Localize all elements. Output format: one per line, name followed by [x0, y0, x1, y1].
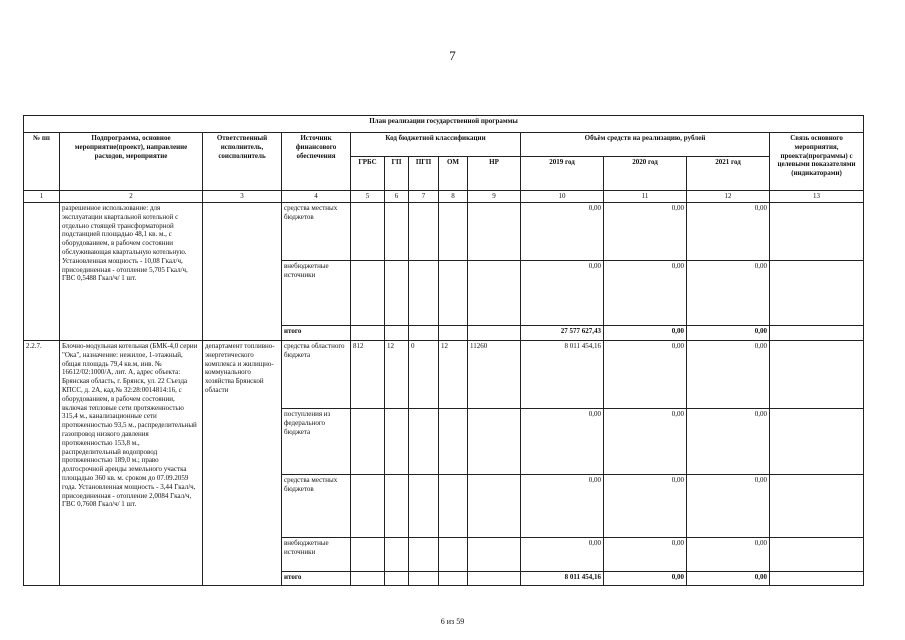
amount-2021: 0,00 — [687, 203, 770, 261]
col-number: 7 — [409, 191, 439, 203]
code-om: 12 — [439, 341, 468, 409]
program-plan-table — [23, 115, 864, 586]
page-number: 7 — [449, 48, 456, 63]
item-executor: департамент топливно-энергетического комплекса и жилищно-коммунального хозяйства Брянской области — [203, 341, 282, 586]
col-number: 12 — [687, 191, 770, 203]
header-no: № пп — [24, 133, 60, 191]
code-pgp: 0 — [409, 341, 439, 409]
item-number — [24, 203, 60, 341]
item-description: разрешенное использование: для эксплуатации квартальной котельной с отдельно стоящей трансформаторной подстанцией площадью 48,1 кв. м., с оборудованием, в рабочем состоянии обслуживающая квартальную котельную. Установленная мощность - 10,08 Гкал/ч, присоединенная - отопление 5,705 Гкал/ч, ГВС 0,5488 Гкал/ч/ 1 шт. — [60, 203, 203, 341]
header-link: Связь основного мероприятия, проекта(программы) с целевыми показателями (индикаторами) — [770, 133, 864, 191]
page-footer: 6 из 59 — [440, 617, 465, 626]
funding-source: средства местных бюджетов — [282, 203, 351, 261]
header-gp: ГП — [385, 157, 409, 191]
col-number: 10 — [521, 191, 604, 203]
amount-2020: 0,00 — [604, 572, 687, 586]
col-number: 6 — [385, 191, 409, 203]
code-np: 11260 — [468, 341, 521, 409]
amount-2019: 27 577 627,43 — [521, 326, 604, 341]
amount-2021: 0,00 — [687, 538, 770, 572]
funding-source: внебюджетные источники — [282, 538, 351, 572]
header-om: ОМ — [439, 157, 468, 191]
col-number: 5 — [351, 191, 385, 203]
item-description: Блочно-модульная котельная (БМК-4,0 серии "Ока", назначение: нежилое, 1-этажный, общая площадь 79,4 кв.м, инв. № 16612/02:1000/А, лит. А, адрес объекта: Брянская область, г. Брянск, ул. 22 Съезда КПСС, д. 2А, кад.№ 32:28:0014814:16, с оборудованием, в рабочем состоянии, включая тепловые сети протяженностью 315,4 м., канализационные сети протяженностью 93,5 м., распределительный газопровод низкого давления протяженностью 153,8 м., распределительный водопровод протяженностью 189,0 м.; право долгосрочной аренды земельного участка площадью 360 кв. м. сроком до 07.09.2059 года. Установленная мощность - 3,44 Гкал/ч, присоединенная - отопление 2,0084 Гкал/ч, ГВС 0,7608 Гкал/ч/ 1 шт. — [60, 341, 203, 586]
header-executor: Ответственный исполнитель, соисполнитель — [203, 133, 282, 191]
funding-source: средства областного бюджета — [282, 341, 351, 409]
code-grbs: 812 — [351, 341, 385, 409]
header-2020: 2020 год — [604, 157, 687, 191]
column-numbers-row — [24, 191, 864, 203]
header-np: НР — [468, 157, 521, 191]
col-number: 11 — [604, 191, 687, 203]
funding-source: поступления из федерального бюджета — [282, 409, 351, 475]
amount-2021: 0,00 — [687, 572, 770, 586]
amount-2021: 0,00 — [687, 341, 770, 409]
amount-2020: 0,00 — [604, 475, 687, 538]
amount-2021: 0,00 — [687, 409, 770, 475]
header-source: Источник финансового обеспечения — [282, 133, 351, 191]
amount-2020: 0,00 — [604, 326, 687, 341]
col-number: 9 — [468, 191, 521, 203]
col-number: 13 — [770, 191, 864, 203]
amount-2020: 0,00 — [604, 341, 687, 409]
col-number: 2 — [60, 191, 203, 203]
item-executor — [203, 203, 282, 341]
amount-2020: 0,00 — [604, 409, 687, 475]
amount-2021: 0,00 — [687, 475, 770, 538]
col-number: 3 — [203, 191, 282, 203]
amount-2019: 0,00 — [521, 475, 604, 538]
amount-2019: 0,00 — [521, 203, 604, 261]
amount-2019: 0,00 — [521, 538, 604, 572]
header-budget-code: Код бюджетной классификации — [351, 133, 521, 157]
funding-source: итого — [282, 326, 351, 341]
col-number: 4 — [282, 191, 351, 203]
table-title: План реализации государственной программы — [24, 116, 864, 133]
funding-source: итого — [282, 572, 351, 586]
amount-2019: 8 011 454,16 — [521, 572, 604, 586]
code-gp: 12 — [385, 341, 409, 409]
amount-2021: 0,00 — [687, 326, 770, 341]
header-2019: 2019 год — [521, 157, 604, 191]
table-row — [24, 341, 864, 409]
col-number: 8 — [439, 191, 468, 203]
header-grbs: ГРБС — [351, 157, 385, 191]
amount-2021: 0,00 — [687, 261, 770, 326]
header-2021: 2021 год — [687, 157, 770, 191]
amount-2020: 0,00 — [604, 203, 687, 261]
table-row — [24, 203, 864, 261]
amount-2020: 0,00 — [604, 261, 687, 326]
funding-source: средства местных бюджетов — [282, 475, 351, 538]
amount-2019: 8 011 454,16 — [521, 341, 604, 409]
funding-source: внебюджетные источники — [282, 261, 351, 326]
amount-2019: 0,00 — [521, 409, 604, 475]
item-number: 2.2.7. — [24, 341, 60, 586]
amount-2020: 0,00 — [604, 538, 687, 572]
header-program: Подпрограмма, основное мероприятие(проект), направление расходов, мероприятие — [60, 133, 203, 191]
header-volume: Объём средств на реализацию, рублей — [521, 133, 770, 157]
col-number: 1 — [24, 191, 60, 203]
header-pgp: ПГП — [409, 157, 439, 191]
amount-2019: 0,00 — [521, 261, 604, 326]
